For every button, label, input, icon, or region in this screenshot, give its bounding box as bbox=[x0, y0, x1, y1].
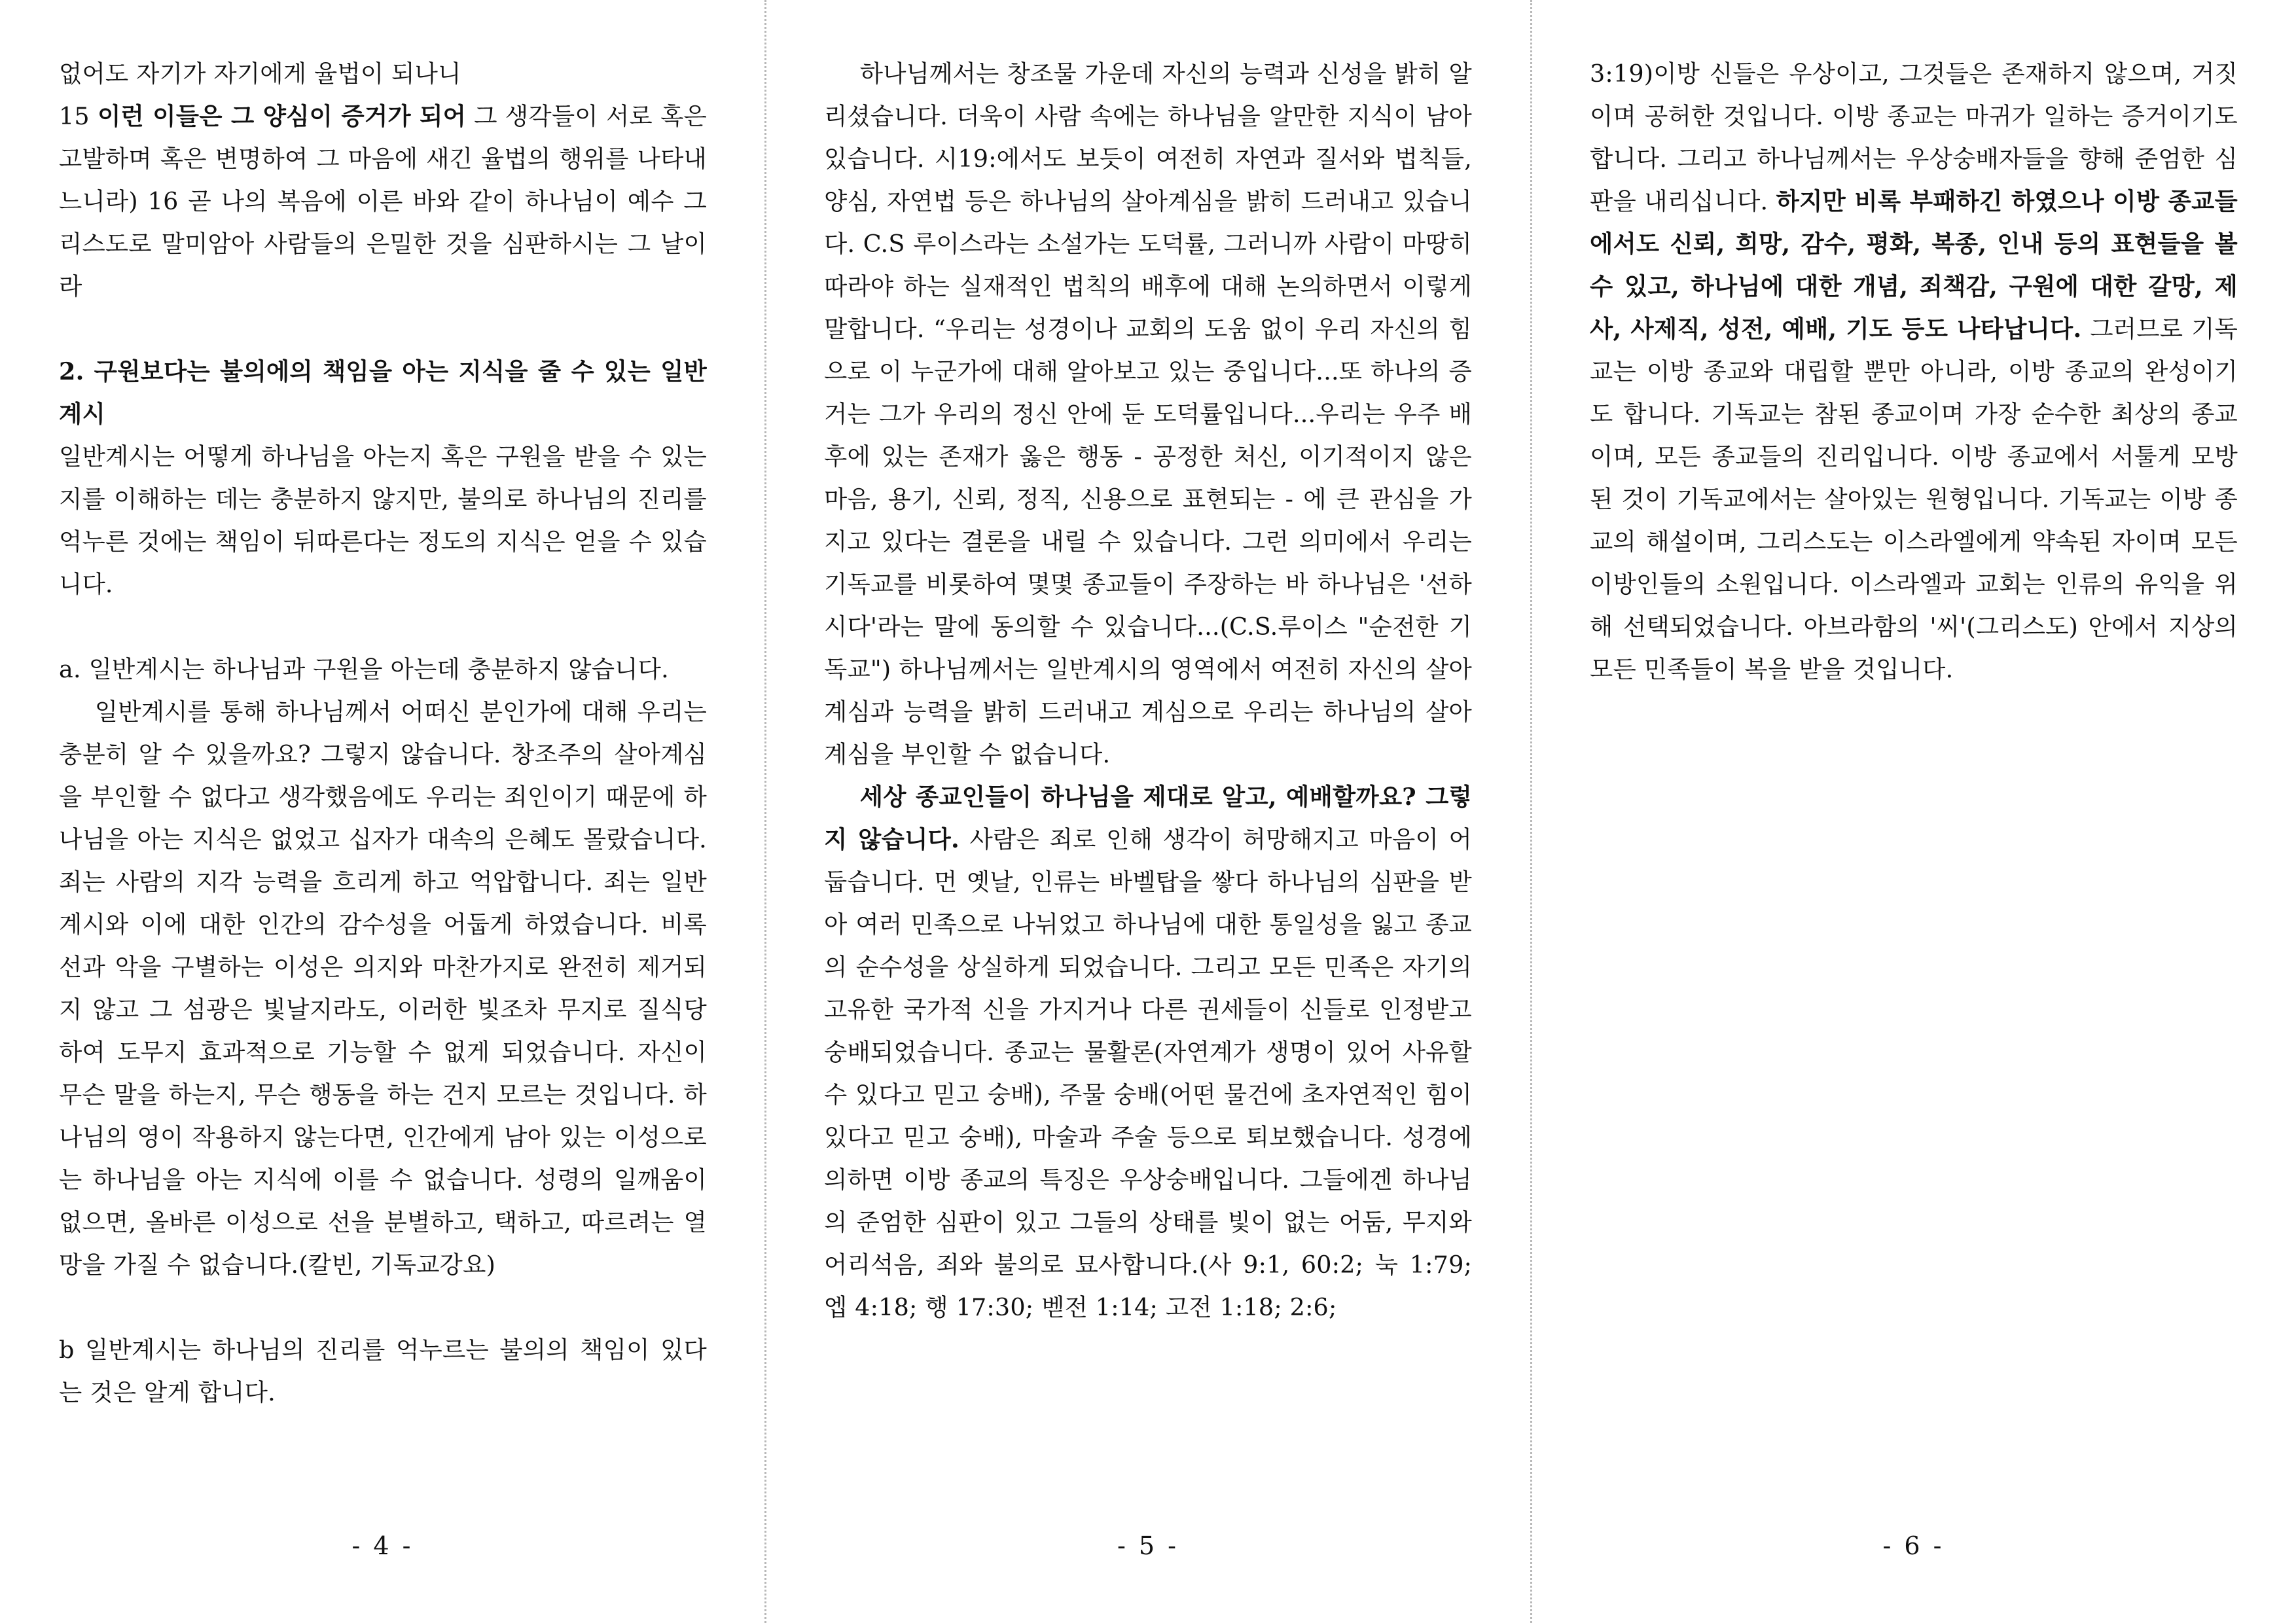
section-heading: 2. 구원보다는 불의에의 책임을 아는 지식을 줄 수 있는 일반계시 bbox=[59, 357, 707, 428]
page-number: - 6 - bbox=[1882, 1531, 1945, 1560]
page-6-text bbox=[1590, 52, 2238, 690]
subheading: b 일반계시는 하나님의 진리를 억누르는 불의의 책임이 있다는 것은 알게 합니다. bbox=[59, 1336, 707, 1406]
page-4 bbox=[0, 0, 765, 1623]
page-number: - 5 - bbox=[1117, 1531, 1179, 1560]
paragraph: 일반계시는 어떻게 하나님을 아는지 혹은 구원을 받을 수 있는지를 이해하는 데는 충분하지 않지만, 불의로 하나님의 진리를 억누른 것에는 책임이 뒤따른다는 정도의 지식은 얻을 수 있습니다. bbox=[59, 442, 707, 598]
bold-phrase: 하지만 비록 부패하긴 하였으나 이방 종교들에서도 신뢰, 희망, 감수, 평화, 복종, 인내 등의 표현들을 볼 수 있고, 하나님에 대한 개념, 죄책감, 구원에 대한 갈망, 제사, 사제직, 성전, 예배, 기도 등도 나타납니다. bbox=[1590, 187, 2238, 343]
subheading: a. 일반계시는 하나님과 구원을 아는데 충분하지 않습니다. bbox=[59, 655, 669, 683]
bold-phrase: 세상 종교인들이 하나님을 제대로 알고, 예배할까요? 그렇지 않습니다. bbox=[824, 783, 1472, 853]
page-5-text bbox=[824, 52, 1472, 1329]
paragraph: 일반계시를 통해 하나님께서 어떠신 분인가에 대해 우리는 충분히 알 수 있을까요? 그렇지 않습니다. 창조주의 살아계심을 부인할 수 없다고 생각했음에도 우리는 죄인이기 때문에 하나님을 아는 지식은 없었고 십자가 대속의 은혜도 몰랐습니다. 죄는 사람의 지각 능력을 흐리게 하고 억압합니다. 죄는 일반계시와 이에 대한 인간의 감수성을 어둡게 하였습니다. 비록 선과 악을 구별하는 이성은 의지와 마찬가지로 완전히 제거되지 않고 그 섬광은 빛날지라도, 이러한 빛조차 무지로 질식당하여 도무지 효과적으로 기능할 수 없게 되었습니다. 자신이 무슨 말을 하는지, 무슨 행동을 하는 건지 모르는 것입니다. 하나님의 영이 작용하지 않는다면, 인간에게 남아 있는 이성으로는 하나님을 아는 지식에 이를 수 없습니다. 성령의 일깨움이 없으면, 올바른 이성으로 선을 분별하고, 택하고, 따르려는 열망을 가질 수 없습니다.(칼빈, 기독교강요) bbox=[59, 698, 707, 1279]
paragraph: 없어도 자기가 자기에게 율법이 되나니 bbox=[59, 60, 461, 88]
page-6 bbox=[1531, 0, 2296, 1623]
page-number: - 4 - bbox=[351, 1531, 414, 1560]
bold-phrase: 이런 이들은 그 양심이 증거가 되어 bbox=[98, 102, 467, 130]
paragraph: 3:19)이방 신들은 우상이고, 그것들은 존재하지 않으며, 거짓이며 공허한 것입니다. 이방 종교는 마귀가 일하는 증거이기도 합니다. 그리고 하나님께서는 우상숭배자들을 향해 준엄한 심판을 내리십니다. 하지만 비록 부패하긴 하였으나 이방 종교들에서도 신뢰, 희망, 감수, 평화, 복종, 인내 등의 표현들을 볼 수 있고, 하나님에 대한 개념, 죄책감, 구원에 대한 갈망, 제사, 사제직, 성전, 예배, 기도 등도 나타납니다. 그러므로 기독교는 이방 종교와 대립할 뿐만 아니라, 이방 종교의 완성이기도 합니다. 기독교는 참된 종교이며 가장 순수한 최상의 종교이며, 모든 종교들의 진리입니다. 이방 종교에서 서툴게 모방된 것이 기독교에서는 살아있는 원형입니다. 기독교는 이방 종교의 해설이며, 그리스도는 이스라엘에게 약속된 자이며 모든 이방인들의 소원입니다. 이스라엘과 교회는 인류의 유익을 위해 선택되었습니다. 아브라함의 '씨'(그리스도) 안에서 지상의 모든 민족들이 복을 받을 것입니다. bbox=[1590, 60, 2238, 683]
paragraph: 하나님께서는 창조물 가운데 자신의 능력과 신성을 밝히 알리셨습니다. 더욱이 사람 속에는 하나님을 알만한 지식이 남아있습니다. 시19:에서도 보듯이 여전히 자연과 질서와 법칙들, 양심, 자연법 등은 하나님의 살아계심을 밝히 드러내고 있습니다. C.S 루이스라는 소설가는 도덕률, 그러니까 사람이 마땅히 따라야 하는 실재적인 법칙의 배후에 대해 논의하면서 이렇게 말합니다. “우리는 성경이나 교회의 도움 없이 우리 자신의 힘으로 이 누군가에 대해 알아보고 있는 중입니다...또 하나의 증거는 그가 우리의 정신 안에 둔 도덕률입니다...우리는 우주 배후에 있는 존재가 옳은 행동 - 공정한 처신, 이기적이지 않은 마음, 용기, 신뢰, 정직, 신용으로 표현되는 - 에 큰 관심을 가지고 있다는 결론을 내릴 수 있습니다. 그런 의미에서 우리는 기독교를 비롯하여 몇몇 종교들이 주장하는 바 하나님은 '선하시다'라는 말에 동의할 수 있습니다...(C.S.루이스 "순전한 기독교") 하나님께서는 일반계시의 영역에서 여전히 자신의 살아계심과 능력을 밝히 드러내고 계심으로 우리는 하나님의 살아계심을 부인할 수 없습니다. bbox=[824, 60, 1472, 768]
paragraph: 15 이런 이들은 그 양심이 증거가 되어 그 생각들이 서로 혹은 고발하며 혹은 변명하여 그 마음에 새긴 율법의 행위를 나타내느니라) 16 곧 나의 복음에 이른 바와 같이 하나님이 예수 그리스도로 말미암아 사람들의 은밀한 것을 심판하시는 그 날이라 bbox=[59, 102, 707, 300]
paragraph: 세상 종교인들이 하나님을 제대로 알고, 예배할까요? 그렇지 않습니다. 사람은 죄로 인해 생각이 허망해지고 마음이 어둡습니다. 먼 옛날, 인류는 바벨탑을 쌓다 하나님의 심판을 받아 여러 민족으로 나뉘었고 하나님에 대한 통일성을 잃고 종교의 순수성을 상실하게 되었습니다. 그리고 모든 민족은 자기의 고유한 국가적 신을 가지거나 다른 권세들이 신들로 인정받고 숭배되었습니다. 종교는 물활론(자연계가 생명이 있어 사유할 수 있다고 믿고 숭배), 주물 숭배(어떤 물건에 초자연적인 힘이 있다고 믿고 숭배), 마술과 주술 등으로 퇴보했습니다. 성경에 의하면 이방 종교의 특징은 우상숭배입니다. 그들에겐 하나님의 준엄한 심판이 있고 그들의 상태를 빛이 없는 어둠, 무지와 어리석음, 죄와 불의로 묘사합니다.(사 9:1, 60:2; 눅 1:79; 엡 4:18; 행 17:30; 벧전 1:14; 고전 1:18; 2:6; bbox=[824, 783, 1472, 1321]
page-5 bbox=[765, 0, 1531, 1623]
page-4-text bbox=[59, 52, 707, 1414]
